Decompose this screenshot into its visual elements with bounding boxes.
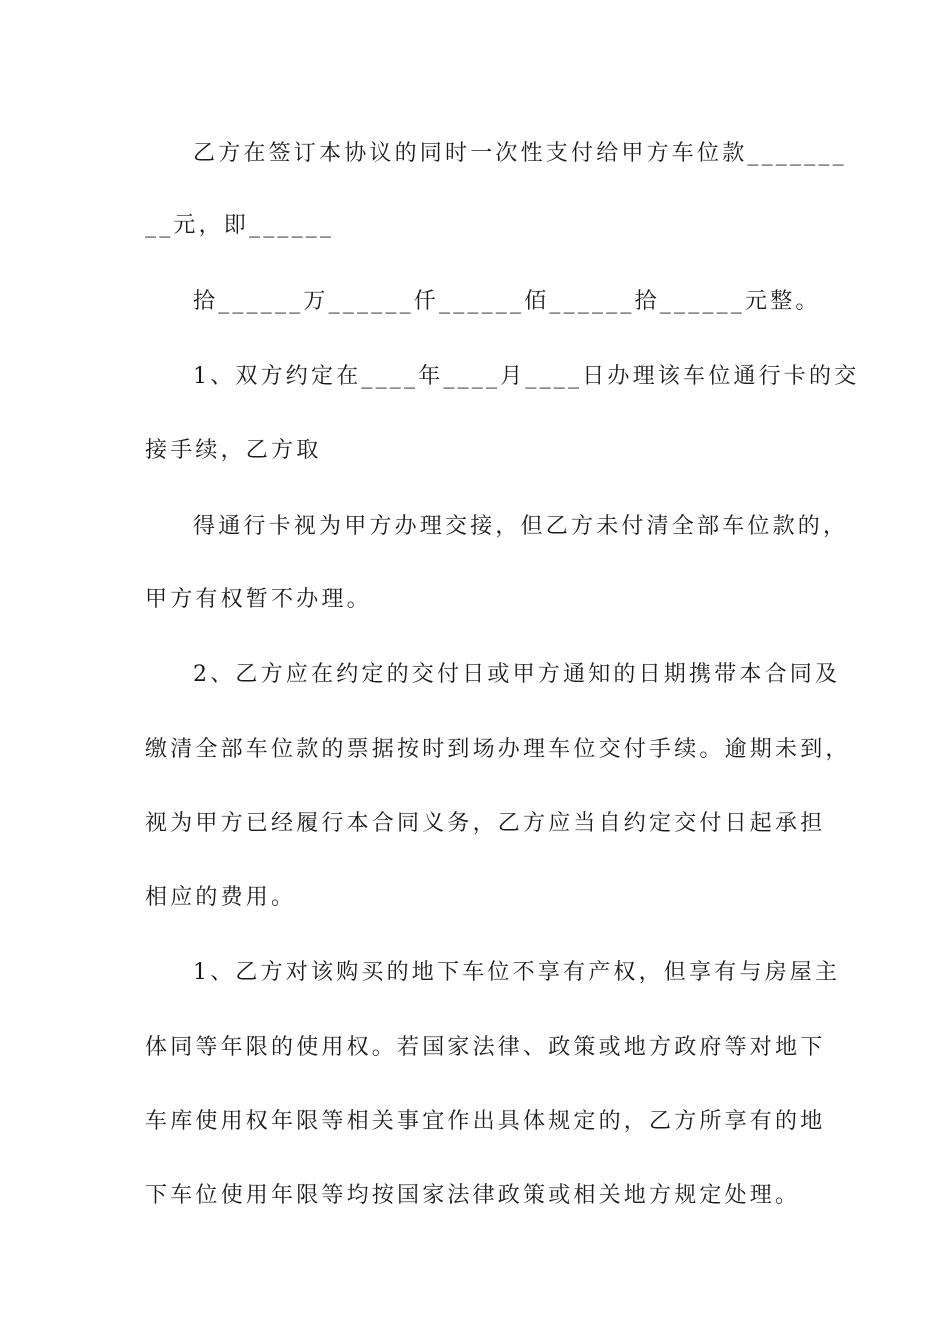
text-line: 得通行卡视为甲方办理交接，但乙方未付清全部车位款的， (193, 514, 849, 539)
text-line: __元，即______ (145, 213, 335, 238)
text-line: 视为甲方已经履行本合同义务，乙方应当自约定交付日起承担 (145, 811, 826, 836)
text-line: 体同等年限的使用权。若国家法律、政策或地方政府等对地下 (145, 1035, 826, 1060)
text-line: 1、乙方对该购买的地下车位不享有产权，但享有与房屋主 (193, 960, 841, 985)
text-line: 2、乙方应在约定的交付日或甲方通知的日期携带本合同及 (193, 662, 841, 687)
text-line: 拾______万______仟______佰______拾______元整。 (193, 289, 821, 314)
text-line: 相应的费用。 (145, 885, 297, 910)
text-line: 下车位使用年限等均按国家法律政策或相关地方规定处理。 (145, 1183, 801, 1208)
text-line: 车库使用权年限等相关事宜作出具体规定的，乙方所享有的地 (145, 1109, 826, 1134)
text-line: 接手续，乙方取 (145, 438, 322, 463)
text-line: 甲方有权暂不办理。 (145, 587, 372, 612)
text-line: 乙方在签订本协议的同时一次性支付给甲方车位款_______ (193, 141, 847, 166)
text-line: 缴清全部车位款的票据按时到场办理车位交付手续。逾期未到， (145, 737, 851, 762)
text-line: 1、双方约定在____年____月____日办理该车位通行卡的交 (193, 364, 860, 389)
